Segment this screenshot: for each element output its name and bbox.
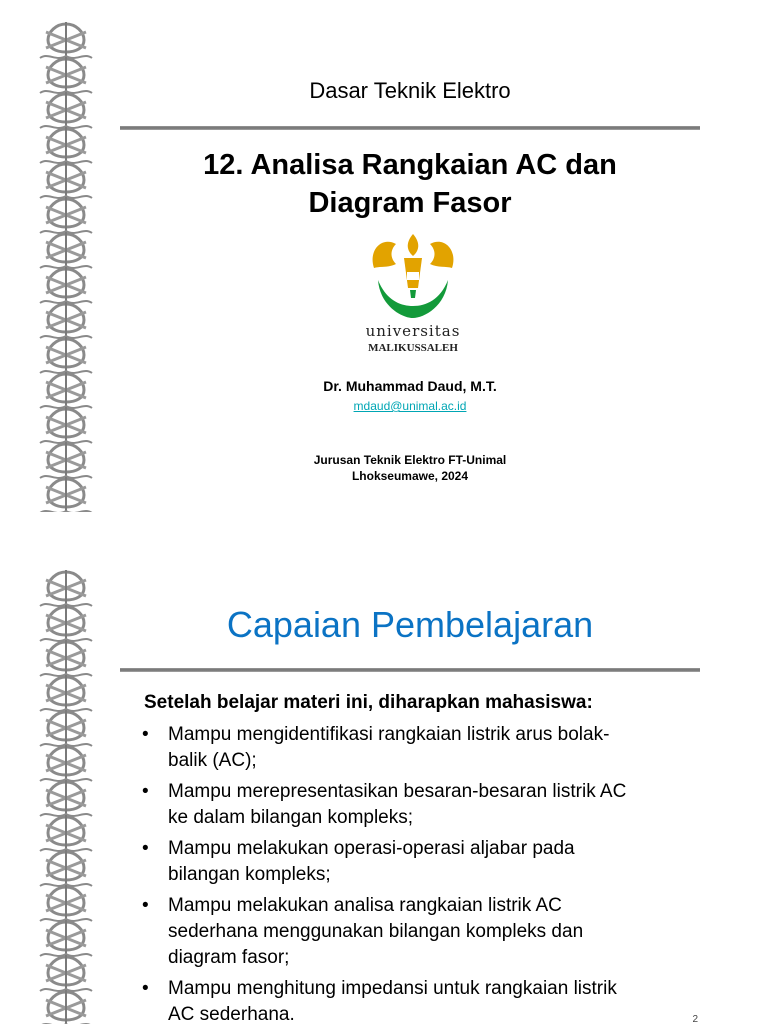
outcome-item — [140, 779, 705, 831]
bullet-marker: • — [142, 724, 149, 745]
department-info — [120, 452, 700, 484]
course-name: Dasar Teknik Elektro — [309, 78, 511, 103]
outcome-line: Mampu mengidentifikasi rangkaian listrik arus bolak- — [168, 724, 610, 745]
author-name: Dr. Muhammad Daud, M.T. — [323, 378, 497, 394]
outcome-line: diagram fasor; — [168, 947, 290, 968]
learning-outcomes-slide — [0, 562, 768, 1024]
slide-title — [120, 146, 700, 222]
bullet-marker: • — [142, 895, 149, 916]
outcome-line: Mampu melakukan operasi-operasi aljabar pada — [168, 838, 575, 859]
outcome-line: sederhana menggunakan bilangan kompleks dan — [168, 921, 584, 942]
logo-text-universitas: universitas — [365, 322, 461, 340]
title-divider — [120, 668, 700, 672]
outcome-line: Mampu melakukan analisa rangkaian listrik AC — [168, 895, 562, 916]
location-year-line: Lhokseumawe, 2024 — [351, 469, 469, 483]
logo-text-malikussaleh: MALIKUSSALEH — [368, 342, 458, 354]
outcome-item — [140, 722, 705, 774]
outcome-line: bilangan kompleks; — [168, 864, 331, 885]
outcome-line: ke dalam bilangan kompleks; — [168, 807, 414, 828]
bullet-marker: • — [142, 978, 149, 999]
outcome-item — [140, 893, 705, 971]
intro-text: Setelah belajar materi ini, diharapkan mahasiswa: — [144, 692, 593, 713]
title-divider — [120, 126, 700, 130]
slide-title: Capaian Pembelajaran — [226, 604, 594, 645]
page-number: 2 — [692, 1014, 698, 1024]
outcome-line: balik (AC); — [168, 750, 257, 771]
outcome-item — [140, 976, 705, 1024]
celtic-knot-border-icon — [38, 22, 94, 512]
bullet-marker: • — [142, 781, 149, 802]
author-email-link[interactable]: mdaud@unimal.ac.id — [353, 399, 467, 413]
celtic-knot-border-icon — [38, 570, 94, 1024]
department-line: Jurusan Teknik Elektro FT-Unimal — [313, 453, 507, 467]
logo-emblem — [360, 228, 466, 320]
bullet-marker: • — [142, 838, 149, 859]
title-line-1: 12. Analisa Rangkaian AC dan — [203, 149, 617, 181]
title-line-2: Diagram Fasor — [308, 187, 512, 219]
outcomes-list — [140, 722, 705, 1024]
outcome-item — [140, 836, 705, 888]
university-logo-icon — [360, 228, 466, 358]
outcome-line: Mampu menghitung impedansi untuk rangkaian listrik — [168, 978, 617, 999]
outcome-line: Mampu merepresentasikan besaran-besaran listrik AC — [168, 781, 627, 802]
outcome-line: AC sederhana. — [168, 1004, 295, 1024]
